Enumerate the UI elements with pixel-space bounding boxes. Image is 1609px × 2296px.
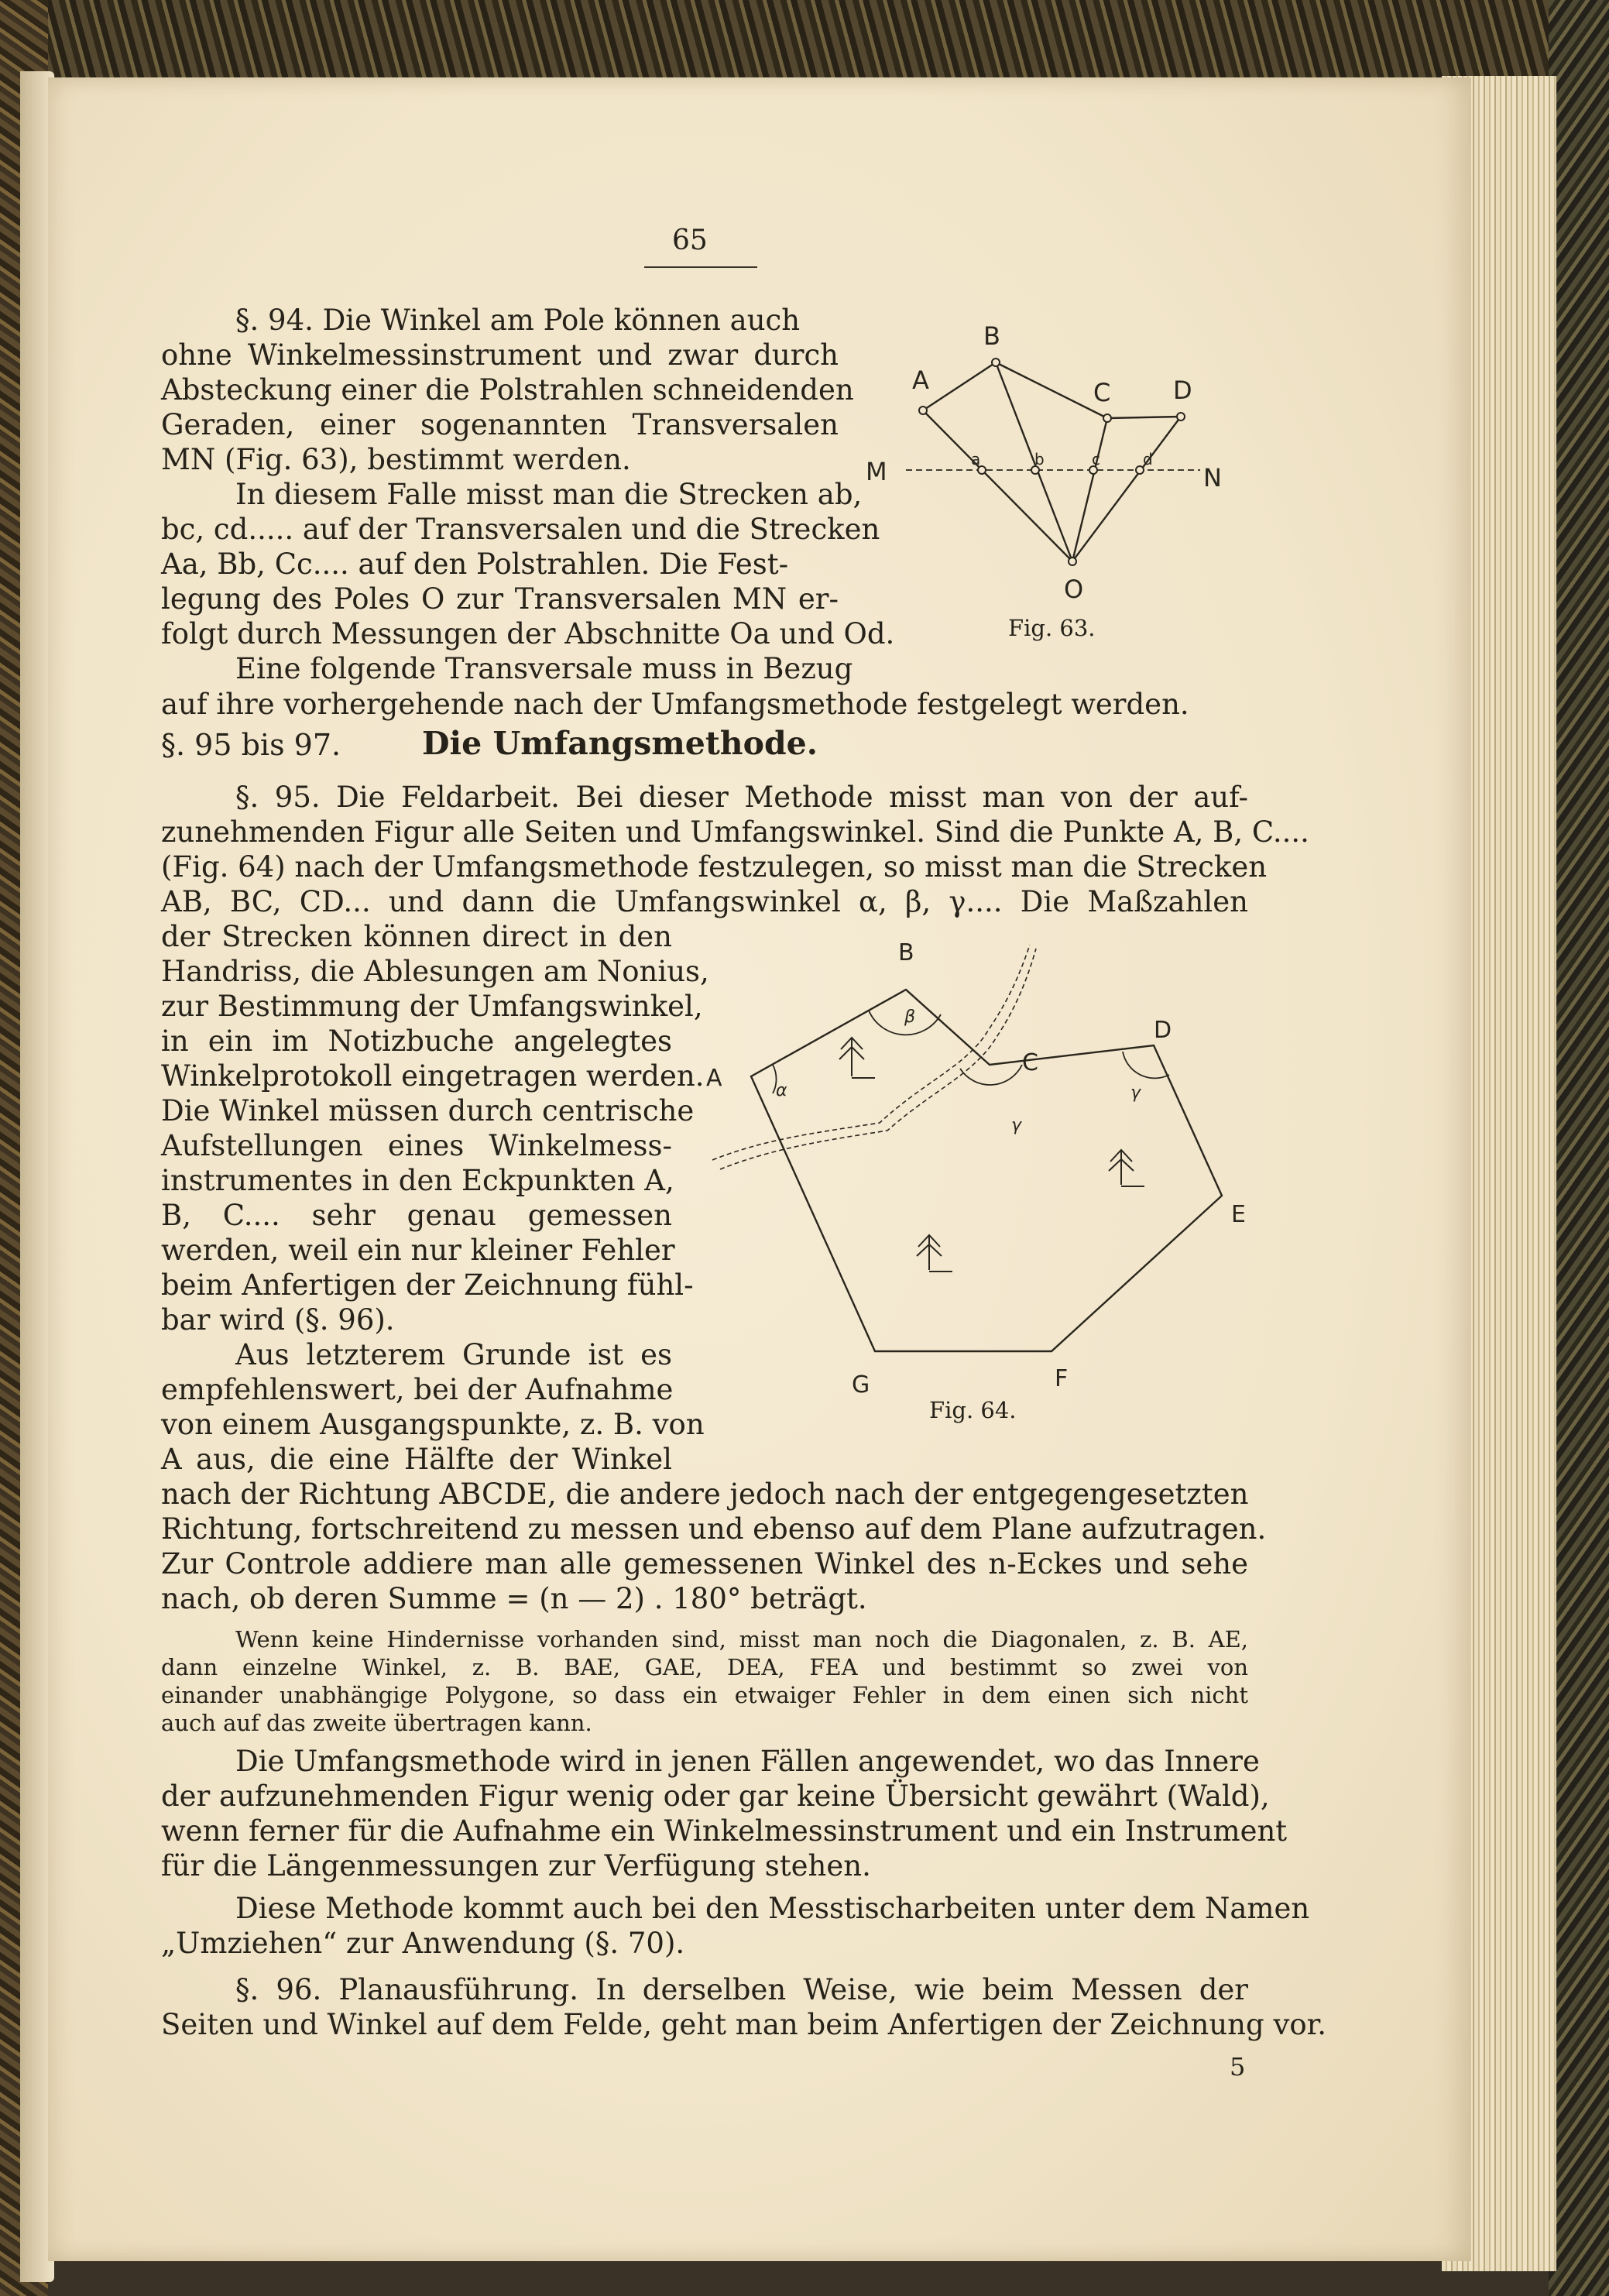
s96-line-2: Seiten und Winkel auf dem Felde, geht man beim Anfertigen der Zeichnung vor. [161,2008,1327,2041]
s94-line-7: bc, cd..... auf der Transversalen und die Strecken [161,513,880,546]
fig64-tree-symbol-1 [839,1038,875,1078]
fig63-label-N: N [1203,463,1222,492]
fig64-label-E: E [1231,1201,1246,1228]
fig64-label-beta: β [904,1007,916,1027]
fig64-label-alpha: α [776,1081,787,1100]
fig63-label-M: M [866,457,887,486]
s95-line-17: Aus letzterem Grunde ist es [235,1338,672,1371]
page-number: 65 [672,225,708,256]
s95-line-15: beim Anfertigen der Zeichnung fühl- [161,1268,694,1302]
fig64-tree-symbol-2 [1109,1150,1144,1186]
fig63-label-b: b [1034,450,1045,468]
s95-line-3: (Fig. 64) nach der Umfangsmethode festzulegen, so misst man die Strecken [161,850,1268,884]
s94-line-10: folgt durch Messungen der Abschnitte Oa und Od. [161,617,895,650]
fig63-caption: Fig. 63. [1008,615,1096,641]
note-line-4: auch auf das zweite übertragen kann. [161,1710,592,1736]
fig64-label-gamma: γ [1011,1116,1022,1135]
header-rule [644,266,757,268]
section-heading-title: Die Umfangsmethode. [422,725,818,762]
fig63-label-C: C [1093,378,1111,407]
fig63-line-CD [1107,417,1181,418]
s95-line-8: in ein im Notizbuche angelegtes [161,1024,672,1058]
fig64-path-1 [712,945,1030,1160]
note-line-1: Wenn keine Hindernisse vorhanden sind, misst man noch die Diagonalen, z. B. AE, [235,1626,1248,1653]
s95-line-13: B, C.... sehr genau gemessen [161,1199,672,1232]
fig63-line-BC [996,362,1107,418]
fig64-polygon [751,990,1222,1351]
s95-line-19: von einem Ausgangspunkte, z. B. von [161,1408,705,1441]
p2-line-2: der aufzunehmenden Figur wenig oder gar keine Übersicht gewährt (Wald), [161,1779,1270,1813]
fig63-point-B [992,359,1000,366]
s96-line-1: §. 96. Planausführung. In derselben Weise, wie beim Messen der [235,1973,1248,2006]
fig64-label-C: C [1022,1049,1038,1076]
fig64-label-B: B [898,939,914,966]
fig64-path-2 [720,949,1036,1169]
s95-line-23: Zur Controle addiere man alle gemessenen Winkel des n-Eckes und sehe [161,1547,1248,1580]
p2-line-1: Die Umfangsmethode wird in jenen Fällen angewendet, wo das Innere [235,1745,1260,1778]
s95-line-18: empfehlenswert, bei der Aufnahme [161,1373,674,1406]
fig64-label-A: A [706,1065,722,1092]
s95-line-5: der Strecken können direct in den [161,920,672,953]
s95-line-10: Die Winkel müssen durch centrische [161,1094,695,1127]
figure-63 [859,310,1262,650]
figure-64 [689,929,1262,1425]
signature-mark: 5 [1230,2052,1246,2082]
s94-line-12: auf ihre vorhergehende nach der Umfangsmethode festgelegt werden. [161,688,1189,721]
fig64-label-G: G [852,1371,870,1399]
fig63-line-OC [1072,418,1107,561]
fig63-label-c: c [1092,450,1100,468]
note-line-3: einander unabhängige Polygone, so dass ein etwaiger Fehler in dem einen sich nicht [161,1682,1248,1708]
fig64-caption: Fig. 64. [929,1397,1017,1423]
fig64-label-D: D [1154,1017,1172,1044]
fig63-line-OA [923,410,1072,561]
fig63-label-O: O [1064,575,1084,604]
p2-line-3: wenn ferner für die Aufnahme ein Winkelmessinstrument und ein Instrument [161,1814,1288,1848]
s94-line-11: Eine folgende Transversale muss in Bezug [235,652,853,685]
section-heading-prefix: §. 95 bis 97. [161,728,341,762]
fig64-tree-symbol-3 [917,1235,952,1272]
book-cover-top [0,0,1609,77]
s95-line-7: zur Bestimmung der Umfangswinkel, [161,990,703,1023]
book-cover-right [1549,0,1609,2296]
fig63-label-B: B [983,321,1000,351]
s95-line-16: bar wird (§. 96). [161,1303,395,1337]
s95-line-22: Richtung, fortschreitend zu messen und ebenso auf dem Plane aufzutragen. [161,1512,1267,1546]
fig64-label-gamma2: γ [1130,1083,1141,1103]
p3-line-2: „Umziehen“ zur Anwendung (§. 70). [161,1927,685,1960]
fig63-line-OD [1072,417,1181,561]
s95-line-2: zunehmenden Figur alle Seiten und Umfangswinkel. Sind die Punkte A, B, C.... [161,815,1309,849]
s95-line-21: nach der Richtung ABCDE, die andere jedoch nach der entgegengesetzten [161,1477,1249,1511]
fig63-point-O [1069,558,1076,565]
s94-line-8: Aa, Bb, Cc.... auf den Polstrahlen. Die Fest- [161,547,789,581]
p2-line-4: für die Längenmessungen zur Verfügung stehen. [161,1849,871,1882]
s95-line-1: §. 95. Die Feldarbeit. Bei dieser Methode misst man von der auf- [235,781,1248,814]
fig63-point-C [1103,414,1111,422]
s95-line-4: AB, BC, CD... und dann die Umfangswinkel α, β, γ.... Die Maßzahlen [161,885,1248,918]
fig63-label-D: D [1173,376,1192,405]
s94-line-1: §. 94. Die Winkel am Pole können auch [235,304,801,337]
fig64-label-F: F [1055,1365,1069,1392]
note-line-2: dann einzelne Winkel, z. B. BAE, GAE, DEA, FEA und bestimmt so zwei von [161,1654,1248,1680]
s95-line-12: instrumentes in den Eckpunkten A, [161,1164,674,1197]
fig63-label-A: A [912,366,929,395]
s95-line-9: Winkelprotokoll eingetragen werden. [161,1059,705,1093]
fig63-label-d: d [1143,450,1153,468]
fig63-point-A [919,407,927,414]
s95-line-24: nach, ob deren Summe = (n — 2) . 180° beträgt. [161,1582,867,1615]
s94-line-2: ohne Winkelmessinstrument und zwar durch [161,338,839,372]
s94-line-5: MN (Fig. 63), bestimmt werden. [161,443,631,476]
fig63-point-D [1177,413,1185,420]
s94-line-6: In diesem Falle misst man die Strecken ab, [235,478,863,511]
s95-line-14: werden, weil ein nur kleiner Fehler [161,1234,675,1267]
s94-line-4: Geraden, einer sogenannten Transversalen [161,408,839,441]
p3-line-1: Diese Methode kommt auch bei den Messtischarbeiten unter dem Namen [235,1892,1310,1925]
s94-line-9: legung des Poles O zur Transversalen MN er- [161,582,839,616]
s94-line-3: Absteckung einer die Polstrahlen schneidenden [161,373,854,407]
s95-line-20: A aus, die eine Hälfte der Winkel [161,1443,672,1476]
fig63-line-AB [923,362,996,410]
fig63-label-a: a [971,450,981,468]
s95-line-11: Aufstellungen eines Winkelmess- [161,1129,672,1162]
s95-line-6: Handriss, die Ablesungen am Nonius, [161,955,709,988]
